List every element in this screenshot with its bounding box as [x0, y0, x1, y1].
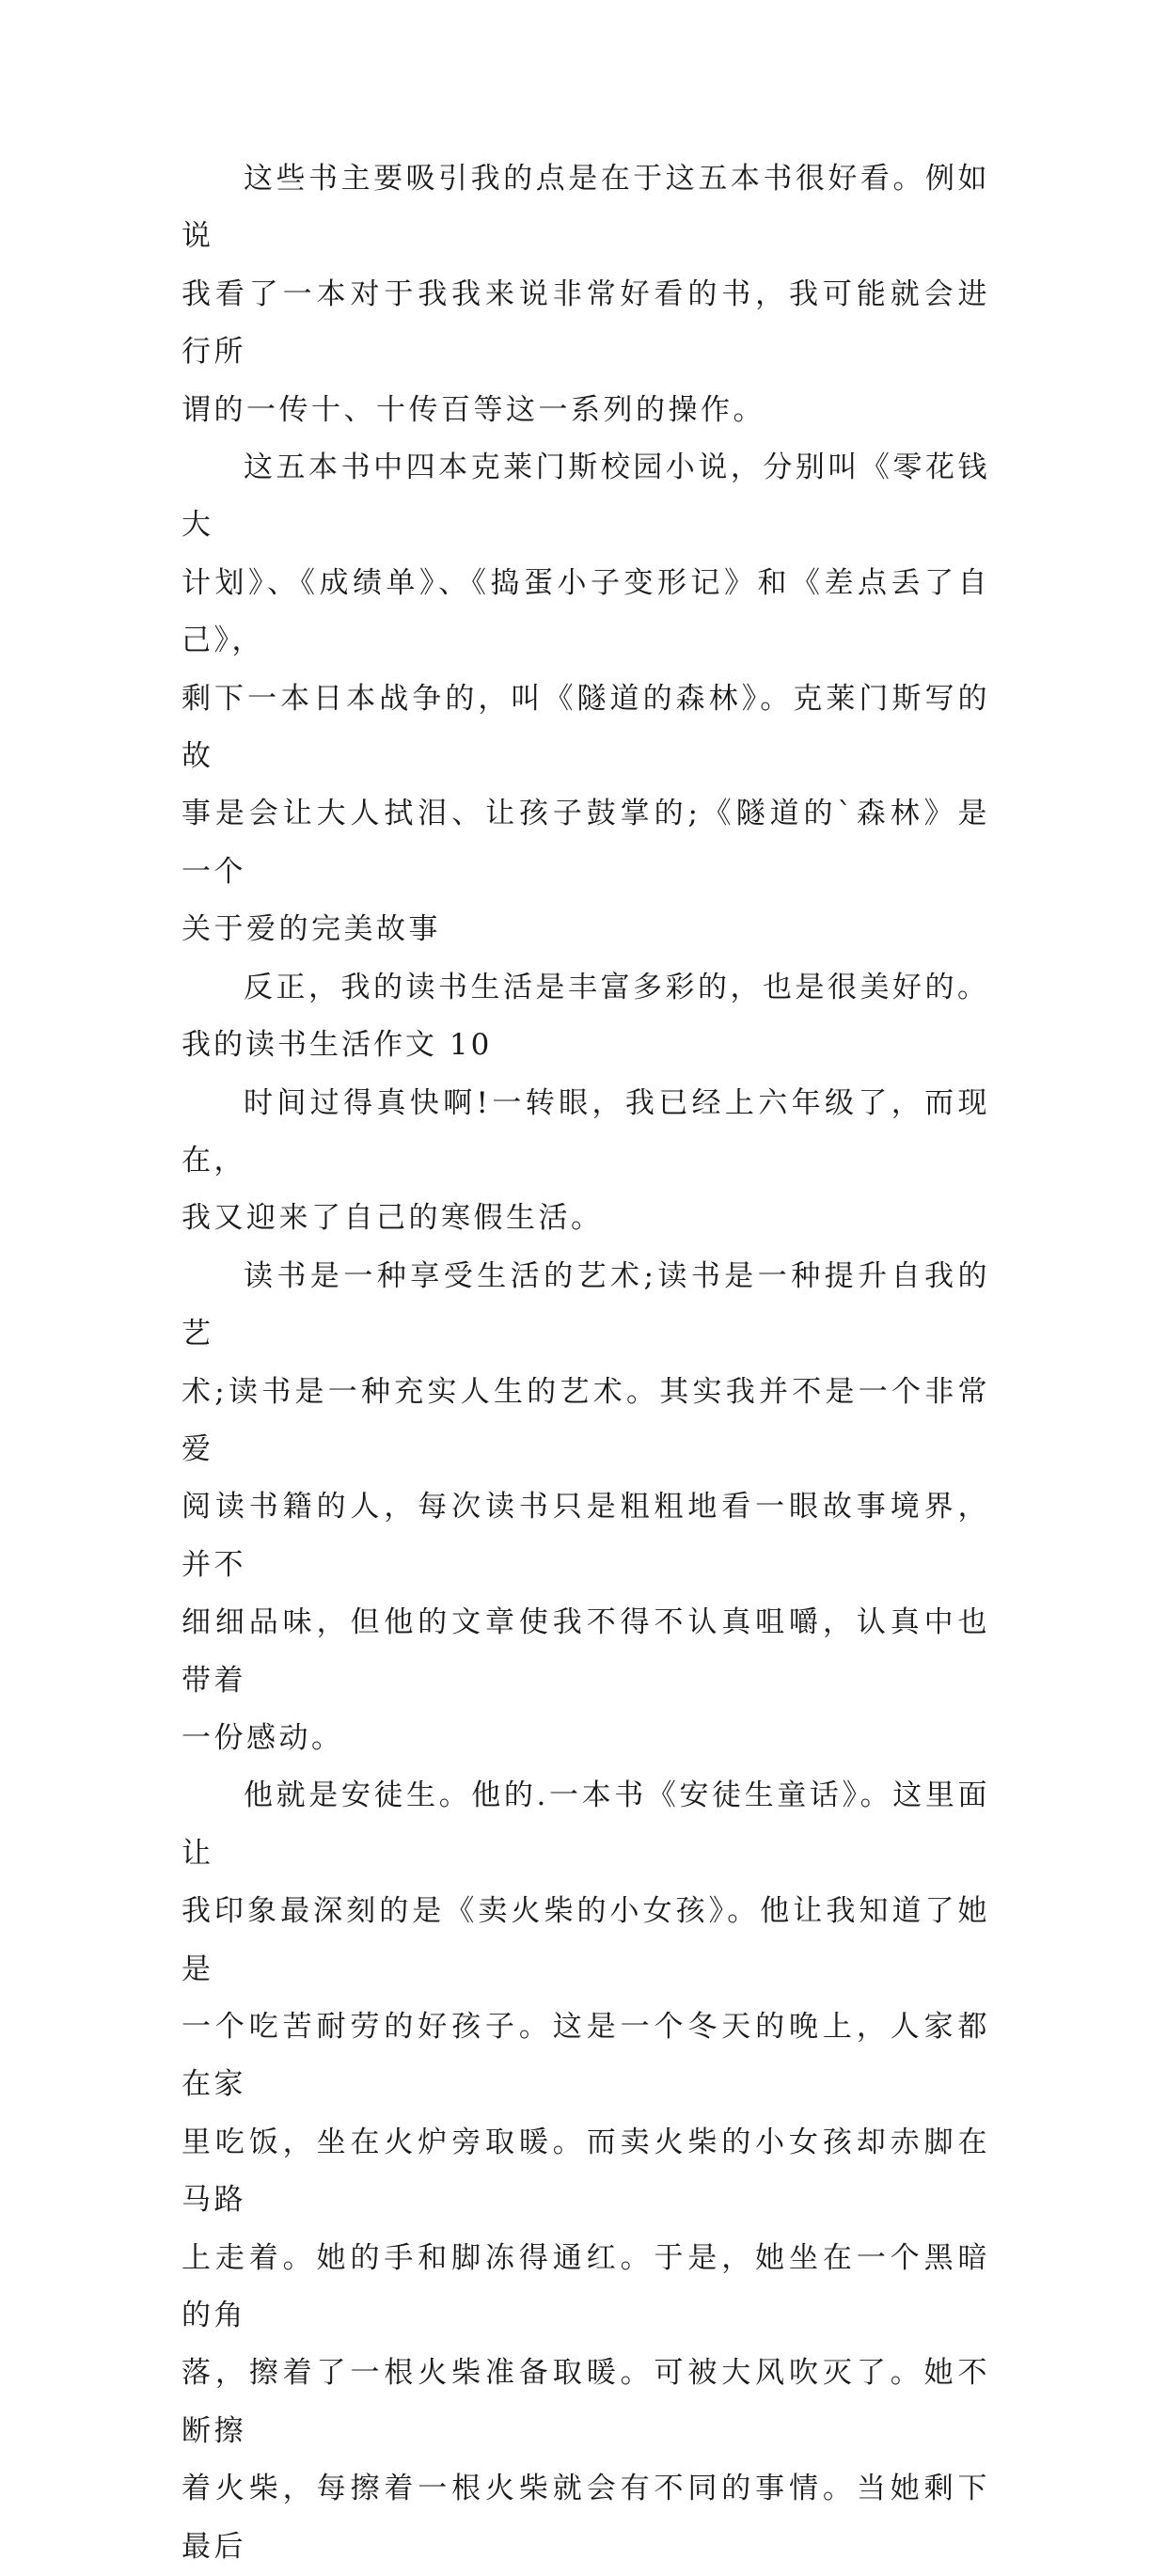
paragraph: 这些书主要吸引我的点是在于这五本书很好看。例如说 我看了一本对于我我来说非常好看的书，我可能就会进行所 谓的一传十、十传百等这一系列的操作。 [181, 162, 990, 427]
document-body [181, 150, 990, 2576]
paragraph: 这五本书中四本克莱门斯校园小说，分别叫《零花钱大 计划》、《成绩单》、《捣蛋小子变形记》和《差点丢了自己》， 剩下一本日本战争的，叫《隧道的森林》。克莱门斯写的故 事是会让大人拭泪、让孩子鼓掌的;《隧道的`森林》是一个 关于爱的完美故事 [181, 450, 990, 947]
paragraph: 时间过得真快啊!一转眼，我已经上六年级了，而现在， 我又迎来了自己的寒假生活。 [181, 1085, 990, 1236]
section-heading: 我的读书生活作文 10 [181, 1028, 493, 1063]
paragraph: 他就是安徒生。他的.一本书《安徒生童话》。这里面让 我印象最深刻的是《卖火柴的小女孩》。他让我知道了她是 一个吃苦耐劳的好孩子。这是一个冬天的晚上，人家都在家 里吃饭，坐在火炉旁取暖。而卖火柴的小女孩却赤脚在马路 上走着。她的手和脚冻得通红。于是，她坐在一个黑暗的角 落，擦着了一根火柴准备取暖。可被大风吹灭了。她不断擦 着火柴，每擦着一根火柴就会有不同的事情。当她剩下最后 [181, 1778, 990, 2564]
paragraph: 反正，我的读书生活是丰富多彩的，也是很美好的。 [244, 970, 990, 1004]
paragraph: 读书是一种享受生活的艺术;读书是一种提升自我的艺 术;读书是一种充实人生的艺术。其实我并不是一个非常爱 阅读书籍的人，每次读书只是粗粗地看一眼故事境界，并不 细细品味，但他的文章使我不得不认真咀嚼，认真中也带着 一份感动。 [181, 1258, 990, 1755]
